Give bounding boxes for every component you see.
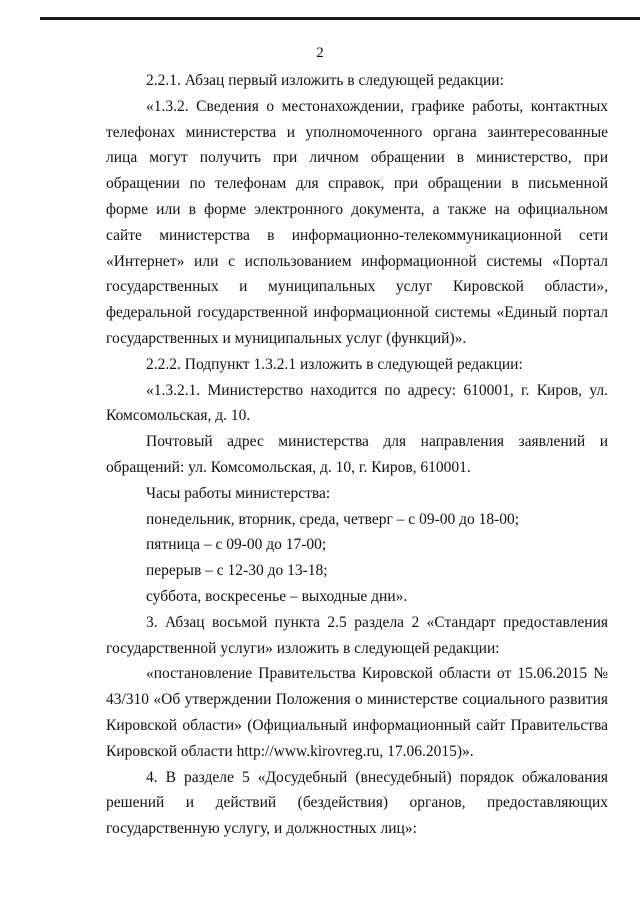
paragraph-hours-heading: Часы работы министерства: (146, 484, 331, 502)
paragraph-1-3-2: «1.3.2. Сведения о местонахождении, графике работы, контактных телефонах министерства и уполномоченного органа заинтересованные лица могут получить при личном обращении в министерство, при обращении по телефонам для справок, при обращении в письменной форме или в форме электронного документа, а также на официальном сайте министерства в информационно-телекоммуникационной сети «Интернет» или с использованием информационной системы «Портал государственных и муниципальных услуг Кировской области», федеральной государственной информационной системы «Единый портал государственных и муниципальных услуг (функций)». (106, 97, 608, 347)
paragraph-hours-break: перерыв – с 12-30 до 13-18; (146, 562, 328, 580)
paragraph-1-3-2-1: «1.3.2.1. Министерство находится по адресу: 610001, г. Киров, ул. Комсомольская, д. 10. (106, 381, 608, 425)
paragraph-hours-weekend: суббота, воскресенье – выходные дни». (146, 587, 408, 605)
paragraph-2-2-1: 2.2.1. Абзац первый изложить в следующей редакции: (146, 72, 504, 89)
paragraph-3: 3. Абзац восьмой пункта 2.5 раздела 2 «Стандарт предоставления государственной услуги» изложить в следующей редакции: (106, 613, 608, 657)
paragraph-hours-mon-thu: понедельник, вторник, среда, четверг – с 09-00 до 18-00; (146, 510, 520, 528)
paragraph-2-2-2: 2.2.2. Подпункт 1.3.2.1 изложить в следующей редакции: (146, 355, 523, 373)
paragraph-postal-address: Почтовый адрес министерства для направления заявлений и обращений: ул. Комсомольская, д. 10, г. Киров, 610001. (106, 433, 608, 476)
paragraph-4: 4. В разделе 5 «Досудебный (внесудебный) порядок обжалования решений и действий (бездействия) органов, предоставляющих государственную услугу, и должностных лиц»: (106, 768, 608, 838)
paragraph-resolution: «постановление Правительства Кировской области от 15.06.2015 № 43/310 «Об утверждении Положения о министерстве социального развития Кировской области» (Официальный информационный сайт Правительства Кировской области http://www.kirovreg.ru, 17.06.2015)». (106, 665, 608, 760)
document-body (106, 68, 608, 842)
page-number: 2 (316, 45, 324, 61)
paragraph-hours-fri: пятница – с 09-00 до 17-00; (146, 536, 327, 554)
top-rule (40, 17, 640, 20)
